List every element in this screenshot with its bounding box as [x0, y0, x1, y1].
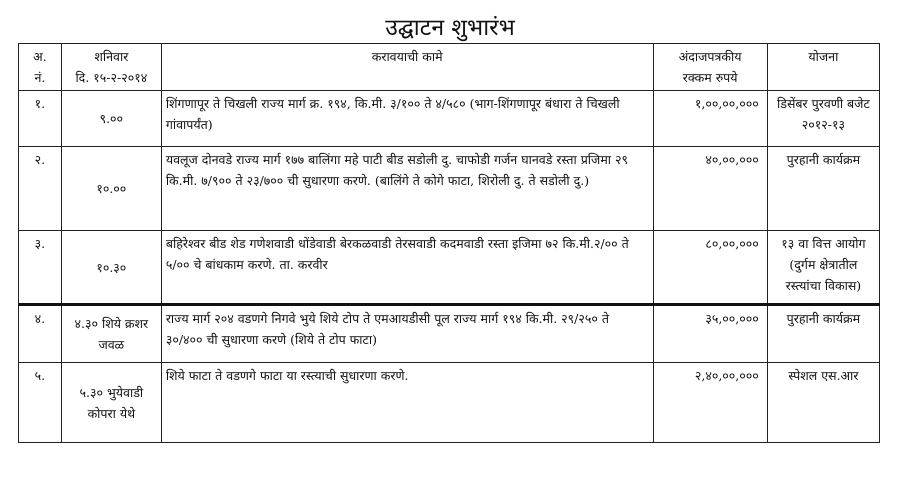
- row-work: राज्य मार्ग २०४ वडणगे निगवे भुये शिये टोप ते एमआयडीसी पूल राज्य मार्ग १९४ कि.मी. २९/२५० ते ३०/४०० ची सुधारणा करणे (शिये ते टोप फाटा): [161, 305, 653, 363]
- row-amount: ४०,००,०००: [653, 147, 767, 231]
- row-serial: ३.: [19, 231, 62, 305]
- table-row: [19, 231, 880, 305]
- row-serial: २.: [19, 147, 62, 231]
- row-amount: ८०,००,०००: [653, 231, 767, 305]
- header-serial: [19, 44, 62, 91]
- row-time: ५.३० भुयेवाडी कोपरा येथे: [61, 363, 161, 443]
- row-time: १०.००: [61, 147, 161, 231]
- row-serial: ५.: [19, 363, 62, 443]
- row-work: शिंगणापूर ते चिखली राज्य मार्ग क्र. १९४, कि.मी. ३/१०० ते ४/५८० (भाग-शिंगणापूर बंधारा ते चिखली गांवापर्यंत): [161, 91, 653, 147]
- row-serial: ४.: [19, 305, 62, 363]
- table-row: [19, 363, 880, 443]
- row-scheme: पुरहानी कार्यक्रम: [767, 305, 879, 363]
- row-time: ९.००: [61, 91, 161, 147]
- row-amount: ३५,००,०००: [653, 305, 767, 363]
- row-amount: २,४०,००,०००: [653, 363, 767, 443]
- row-serial: १.: [19, 91, 62, 147]
- row-time: ४.३० शिये क्रशर जवळ: [61, 305, 161, 363]
- header-amount-line1: अंदाजपत्रकीय: [678, 49, 742, 64]
- table-row: [19, 91, 880, 147]
- header-work: करावयाची कामे: [161, 44, 653, 91]
- row-scheme: डिसेंबर पुरवणी बजेट २०१२-१३: [767, 91, 879, 147]
- row-scheme: १३ वा वित्त आयोग (दुर्गम क्षेत्रातील रस्त्यांचा विकास): [767, 231, 879, 305]
- row-work: शिये फाटा ते वडणगे फाटा या रस्त्याची सुधारणा करणे.: [161, 363, 653, 443]
- header-amount: [653, 44, 767, 91]
- header-scheme: योजना: [767, 44, 879, 91]
- header-serial-line1: अ.: [33, 49, 47, 64]
- works-table: [18, 43, 880, 443]
- header-date: [61, 44, 161, 91]
- table-row: [19, 147, 880, 231]
- row-work: यवलूज दोनवडे राज्य मार्ग १७७ बालिंगा महे पाटी बीड सडोली दु. चाफोडी गर्जन घानवडे रस्ता प्रजिमा २९ कि.मी. ७/९०० ते २३/७०० ची सुधारणा करणे. (बालिंगे ते कोगे फाटा, शिरोली दु. ते सडोली दु.): [161, 147, 653, 231]
- header-date-line2: दि. १५-२-२०१४: [75, 70, 148, 85]
- header-serial-line2: नं.: [34, 70, 46, 85]
- row-time: १०.३०: [61, 231, 161, 305]
- row-amount: १,००,००,०००: [653, 91, 767, 147]
- row-scheme: पुरहानी कार्यक्रम: [767, 147, 879, 231]
- table-row: [19, 305, 880, 363]
- page-title: उद्घाटन शुभारंभ: [385, 15, 515, 41]
- table-header-row: [19, 44, 880, 91]
- row-work: बहिरेश्वर बीड शेड गणेशवाडी धोंडेवाडी बेरकळवाडी तेरसवाडी कदमवाडी रस्ता इजिमा ७२ कि.मी.२/०० ते ५/०० चे बांधकाम करणे. ता. करवीर: [161, 231, 653, 305]
- header-amount-line2: रक्कम रुपये: [682, 70, 738, 85]
- row-scheme: स्पेशल एस.आर: [767, 363, 879, 443]
- header-date-line1: शनिवार: [94, 49, 129, 64]
